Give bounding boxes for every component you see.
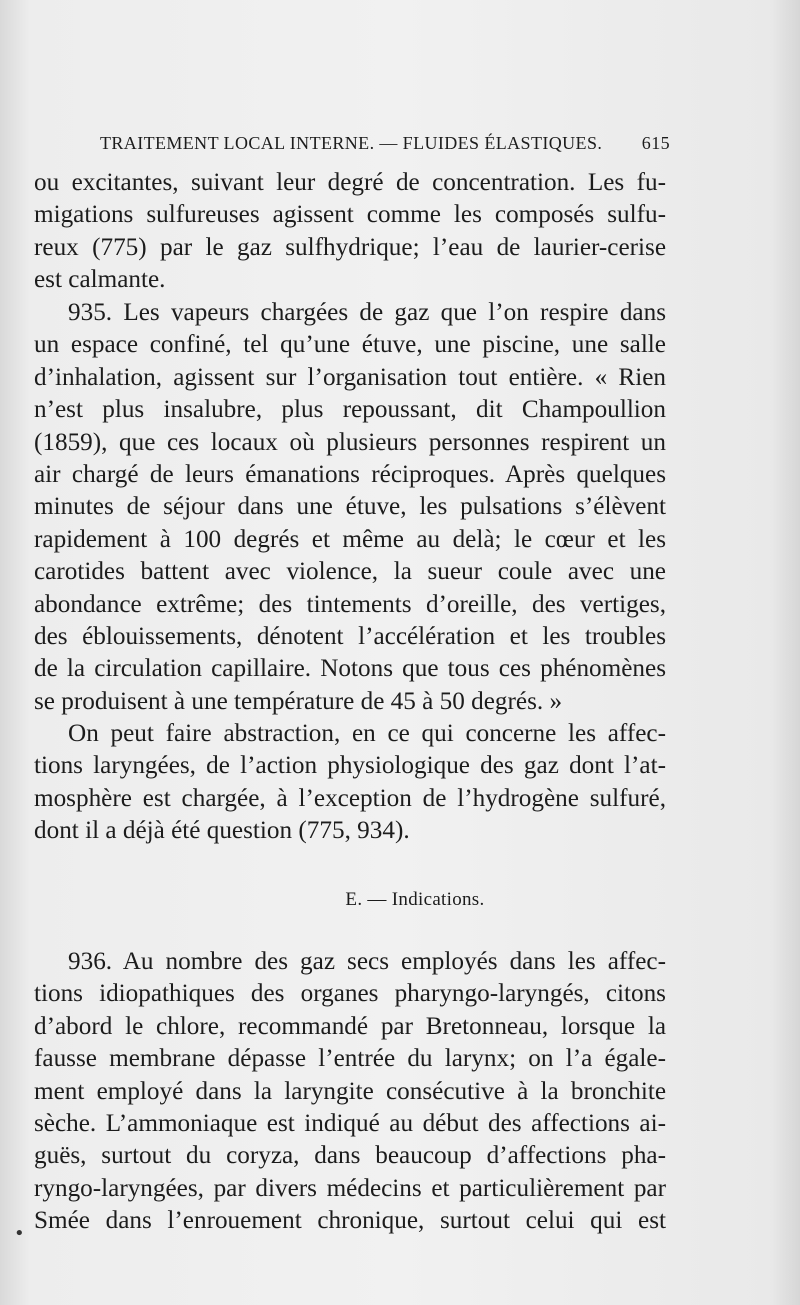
text-line: tions idiopathiques des organes pharyngo-laryngés, citons — [34, 980, 666, 1008]
running-head: TRAITEMENT LOCAL INTERNE. — FLUIDES ÉLASTIQUES. — [100, 133, 603, 153]
text-line: dont il a déjà été question (775, 934). — [34, 817, 410, 845]
text-line: rapidement à 100 degrés et même au delà; le cœur et les — [34, 525, 666, 553]
paragraph-continuation — [34, 167, 666, 297]
paragraph-935 — [34, 297, 666, 718]
text-line: des éblouissements, dénotent l’accélération et les troubles — [34, 622, 666, 650]
text-line: se produisent à une température de 45 à 50 degrés. » — [34, 687, 563, 715]
paragraph-936 — [34, 946, 666, 1238]
text-line: de la circulation capillaire. Notons que tous ces phénomènes — [34, 655, 666, 683]
text-line: sèche. L’ammoniaque est indiqué au début des affections ai- — [34, 1109, 666, 1137]
text-line: migations sulfureuses agissent comme les composés sulfu- — [34, 201, 666, 229]
text-line: carotides battent avec violence, la sueur coule avec une — [34, 558, 666, 586]
text-line: minutes de séjour dans une étuve, les pulsations s’élèvent — [34, 493, 666, 521]
margin-mark: • — [14, 1223, 25, 1244]
section-heading — [0, 889, 800, 911]
page-number: 615 — [641, 133, 670, 153]
text-line: On peut faire abstraction, en ce qui concerne les affec- — [68, 720, 666, 747]
text-line: ment employé dans la laryngite consécutive à la bronchite — [34, 1077, 666, 1105]
text-line: reux (775) par le gaz sulfhydrique; l’eau de laurier-cerise — [34, 233, 666, 261]
text-line: abondance extrême; des tintements d’oreille, des vertiges, — [34, 590, 666, 618]
text-line: guës, surtout du coryza, dans beaucoup d’affections pha- — [34, 1142, 666, 1170]
section-heading-text: E. — Indications. — [345, 889, 485, 910]
text-line: 936. Au nombre des gaz secs employés dans les affec- — [68, 948, 666, 975]
text-line: est calmante. — [34, 266, 166, 294]
text-line: tions laryngées, de l’action physiologique des gaz dont l’at- — [34, 752, 666, 780]
text-line: mosphère est chargée, à l’exception de l’hydrogène sulfuré, — [34, 784, 666, 812]
text-line: un espace confiné, tel qu’une étuve, une piscine, une salle — [34, 331, 666, 359]
text-line: ou excitantes, suivant leur degré de concentration. Les fu- — [34, 169, 666, 196]
paragraph-abstraction — [34, 718, 666, 848]
text-line: (1859), que ces locaux où plusieurs personnes respirent un — [34, 428, 666, 456]
text-line: ryngo-laryngées, par divers médecins et particulièrement par — [34, 1174, 666, 1202]
text-line: 935. Les vapeurs chargées de gaz que l’on respire dans — [68, 299, 666, 326]
text-line: n’est plus insalubre, plus repoussant, dit Champoullion — [34, 396, 666, 424]
text-line: fausse membrane dépasse l’entrée du larynx; on l’a égale- — [34, 1045, 666, 1073]
text-line: air chargé de leurs émanations réciproques. Après quelques — [34, 460, 666, 488]
text-line: d’abord le chlore, recommandé par Bretonneau, lorsque la — [34, 1012, 666, 1040]
text-line: d’inhalation, agissent sur l’organisation tout entière. « Rien — [34, 363, 666, 391]
text-line: Smée dans l’enrouement chronique, surtout celui qui est — [34, 1207, 666, 1235]
